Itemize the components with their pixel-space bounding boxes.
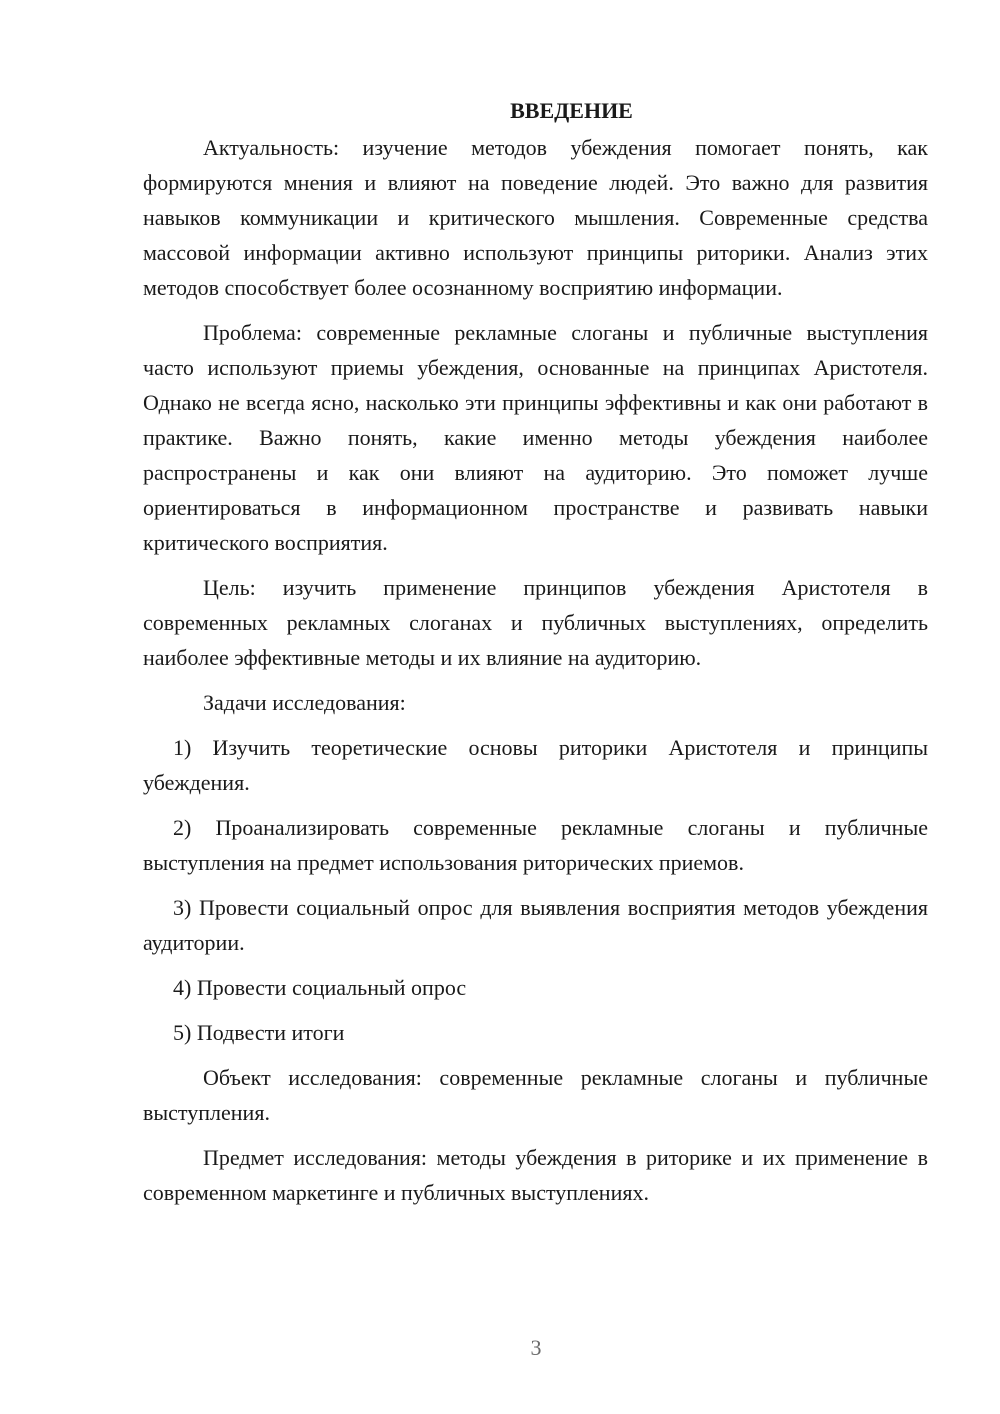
- paragraph-problem: Проблема: современные рекламные слоганы и публичные выступления часто используют приемы убеждения, основанные на принципах Аристотеля. Однако не всегда ясно, насколько эти принципы эффективны и как они работают в практике. Важно понять, какие именно методы убеждения наиболее распространены и как они влияют на аудиторию. Это поможет лучше ориентироваться в информационном пространстве и развивать навыки критического восприятия.: [143, 320, 928, 555]
- paragraph-object: Объект исследования: современные рекламные слоганы и публичные выступления.: [143, 1065, 928, 1125]
- paragraph-goal: Цель: изучить применение принципов убеждения Аристотеля в современных рекламных слоганах и публичных выступлениях, определить наиболее эффективные методы и их влияние на аудиторию.: [143, 575, 928, 670]
- page-number: 3: [530, 1335, 542, 1360]
- paragraph-subject: Предмет исследования: методы убеждения в риторике и их применение в современном маркетинге и публичных выступлениях.: [143, 1145, 928, 1205]
- paragraph-relevance: Актуальность: изучение методов убеждения помогает понять, как формируются мнения и влияют на поведение людей. Это важно для развития навыков коммуникации и критического мышления. Современные средства массовой информации активно используют принципы риторики. Анализ этих методов способствует более осознанному восприятию информации.: [143, 135, 928, 300]
- tasks-heading: Задачи исследования:: [203, 690, 406, 715]
- page-content: [143, 93, 928, 1220]
- task-item-4: 4) Провести социальный опрос: [173, 975, 467, 1000]
- task-item-3: 3) Провести социальный опрос для выявления восприятия методов убеждения аудитории.: [143, 895, 928, 955]
- task-item-1: 1) Изучить теоретические основы риторики Аристотеля и принципы убеждения.: [143, 735, 928, 795]
- task-item-2: 2) Проанализировать современные рекламные слоганы и публичные выступления на предмет использования риторических приемов.: [143, 815, 928, 875]
- page-title: ВВЕДЕНИЕ: [510, 98, 633, 123]
- task-item-5: 5) Подвести итоги: [173, 1020, 345, 1045]
